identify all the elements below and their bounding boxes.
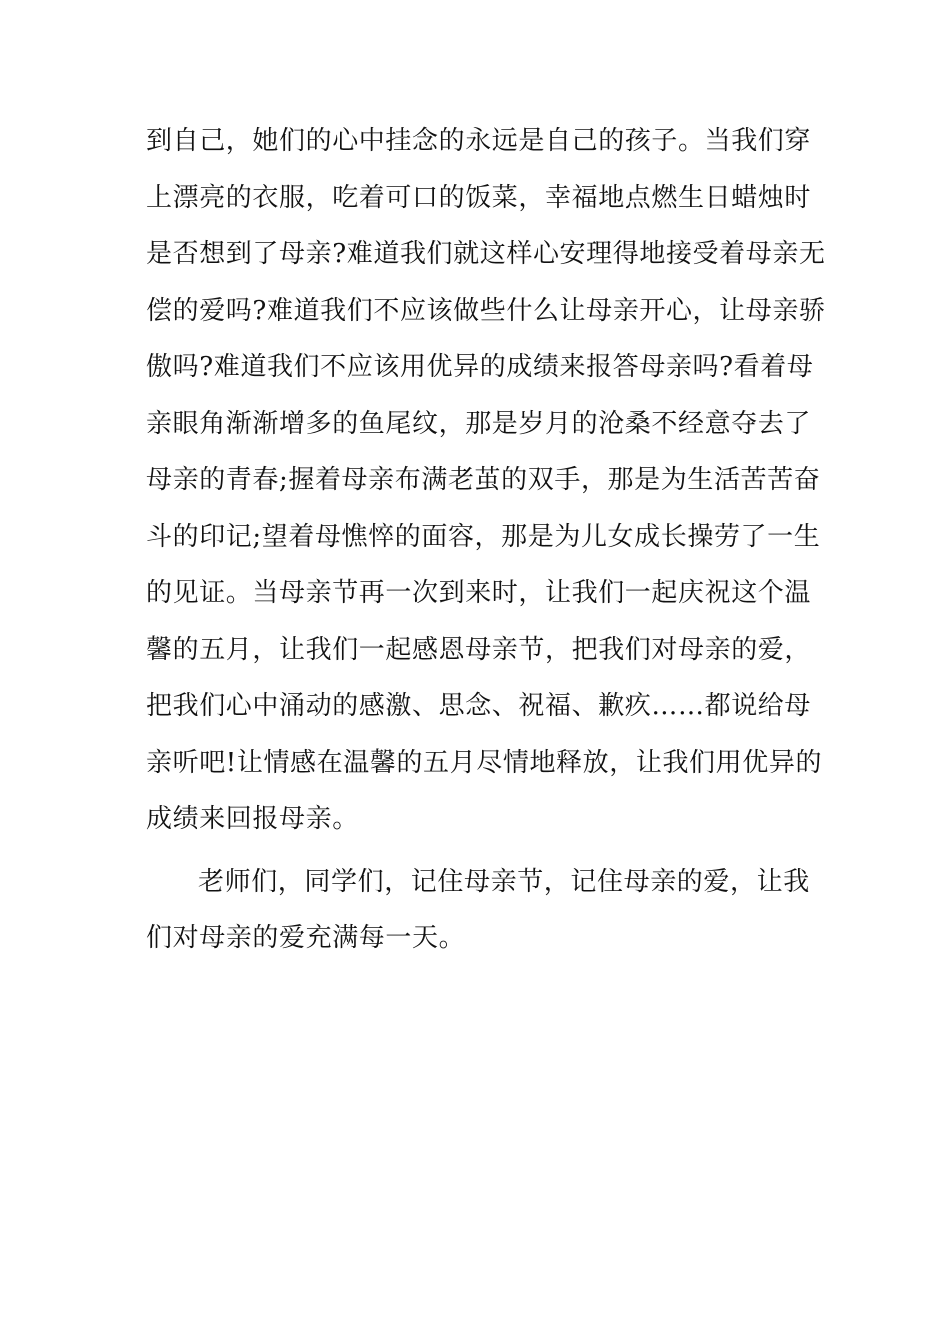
paragraph-line: 亲听吧!让情感在温馨的五月尽情地释放，让我们用优异的 xyxy=(146,747,823,778)
paragraph-line: 上漂亮的衣服，吃着可口的饭菜，幸福地点燃生日蜡烛时 xyxy=(146,182,812,213)
paragraph-line: 把我们心中涌动的感激、思念、祝福、歉疚……都说给母 xyxy=(146,691,812,721)
paragraph-line: 老师们，同学们，记住母亲节，记住母亲的爱，让我 xyxy=(198,866,810,897)
paragraph-line: 到自己，她们的心中挂念的永远是自己的孩子。当我们穿 xyxy=(146,126,812,156)
paragraph-line: 斗的印记;望着母憔悴的面容，那是为儿女成长操劳了一生 xyxy=(146,521,821,552)
paragraph-line: 们对母亲的爱充满每一天。 xyxy=(146,923,466,953)
paragraph-line: 的见证。当母亲节再一次到来时，让我们一起庆祝这个温 xyxy=(146,578,812,608)
paragraph-line: 是否想到了母亲?难道我们就这样心安理得地接受着母亲无 xyxy=(146,239,826,269)
document-body xyxy=(146,113,826,967)
paragraph-line: 馨的五月，让我们一起感恩母亲节，把我们对母亲的爱， xyxy=(146,634,812,665)
paragraph-line: 亲眼角渐渐增多的鱼尾纹，那是岁月的沧桑不经意夺去了 xyxy=(146,408,812,439)
paragraph-line: 偿的爱吗?难道我们不应该做些什么让母亲开心，让母亲骄 xyxy=(146,295,826,326)
paragraph-line: 傲吗?难道我们不应该用优异的成绩来报答母亲吗?看着母 xyxy=(146,352,814,382)
paragraph-2 xyxy=(146,854,810,967)
paragraph-line: 成绩来回报母亲。 xyxy=(146,804,359,834)
paragraph-1 xyxy=(146,113,826,848)
paragraph-line: 母亲的青春;握着母亲布满老茧的双手，那是为生活苦苦奋 xyxy=(146,465,821,495)
